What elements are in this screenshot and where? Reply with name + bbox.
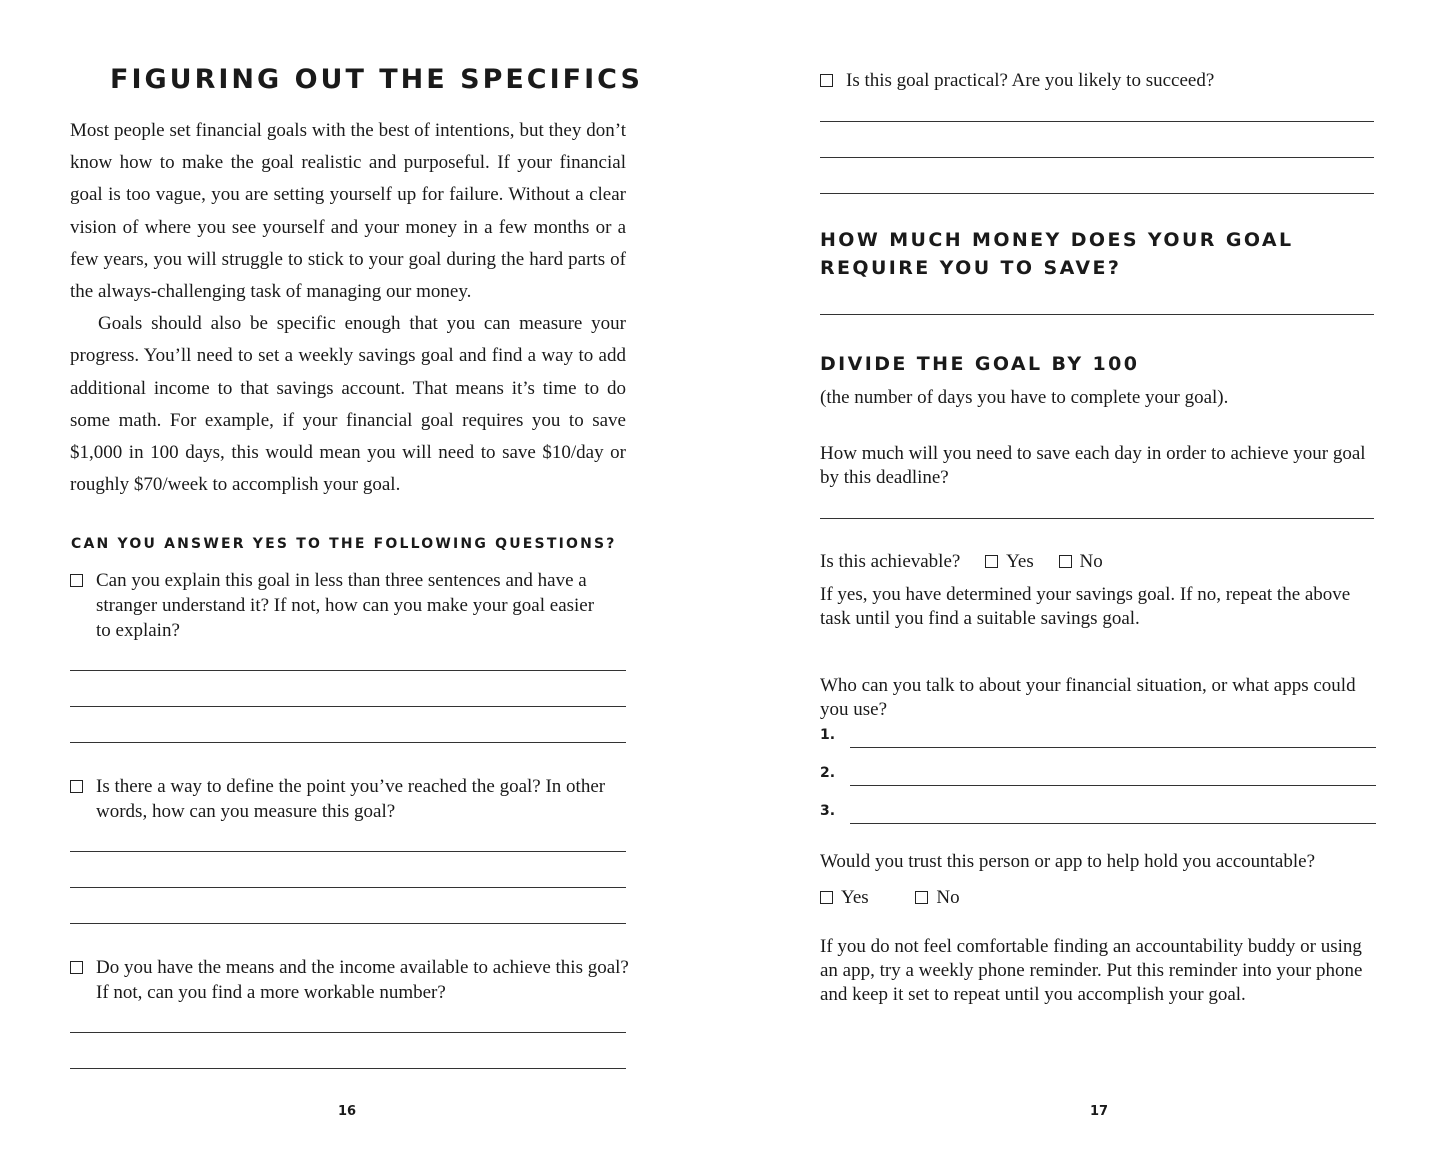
achievable-label: Is this achievable?	[820, 551, 961, 572]
page-title: FIGURING OUT THE SPECIFICS	[110, 64, 643, 95]
answer-line	[820, 157, 1374, 158]
answer-line	[70, 1032, 626, 1033]
closing-paragraph: If you do not feel comfortable finding an accountability buddy or using an app, try a weekly phone reminder. Put this reminder into your phone and keep it set to repeat until you accomplish your goal.	[820, 936, 1363, 1005]
intro-text	[70, 115, 626, 501]
question-4	[820, 68, 1376, 93]
no-label: No	[936, 887, 960, 908]
question-text: Is there a way to define the point you’ve reached the goal? In other words, how can you measure this goal?	[96, 776, 606, 822]
answer-line	[70, 887, 626, 888]
answer-line	[70, 923, 626, 924]
checkbox[interactable]	[70, 780, 83, 793]
checkbox[interactable]	[820, 891, 833, 904]
checkbox[interactable]	[915, 891, 928, 904]
yes-label: Yes	[1006, 551, 1034, 572]
yes-label: Yes	[841, 887, 869, 908]
checkbox[interactable]	[820, 74, 833, 87]
numbered-line-3	[820, 803, 1376, 827]
answer-line	[820, 518, 1374, 519]
trust-question: Would you trust this person or app to help hold you accountable?	[820, 851, 1316, 872]
page-number: 17	[1090, 1104, 1109, 1119]
answer-line	[70, 706, 626, 707]
achievable-followup: If yes, you have determined your savings goal. If no, repeat the above task until you find a suitable savings goal.	[820, 584, 1351, 629]
question-text: Is this goal practical? Are you likely to succeed?	[846, 70, 1215, 91]
checkbox[interactable]	[70, 574, 83, 587]
intro-paragraph-2: Goals should also be specific enough that you can measure your progress. You’ll need to set a weekly savings goal and find a way to add additional income to that savings account. That means it’s time to do some math. For example, if your financial goal requires you to save $1,000 in 100 days, this would mean you will need to save $10/day or roughly $70/week to accomplish your goal.	[70, 313, 626, 496]
daily-savings-question: How much will you need to save each day in order to achieve your goal by this deadline?	[820, 443, 1366, 488]
question-2	[70, 774, 610, 824]
right-page	[722, 0, 1445, 1155]
question-text: Do you have the means and the income available to achieve this goal? If not, can you find a more workable number?	[96, 957, 629, 1003]
trust-no-option[interactable]	[915, 886, 959, 910]
answer-line	[70, 742, 626, 743]
answer-line	[820, 121, 1374, 122]
answer-line	[820, 193, 1374, 194]
line-number: 1.	[820, 727, 836, 743]
divide-note: (the number of days you have to complete your goal).	[820, 387, 1229, 408]
line-number: 2.	[820, 765, 836, 781]
savings-amount-heading: HOW MUCH MONEY DOES YOUR GOAL REQUIRE YOU TO SAVE?	[820, 229, 1294, 279]
page-number: 16	[338, 1104, 357, 1119]
answer-line	[850, 785, 1376, 786]
answer-line	[850, 747, 1376, 748]
answer-line	[70, 670, 626, 671]
checkbox[interactable]	[70, 961, 83, 974]
talk-question: Who can you talk to about your financial situation, or what apps could you use?	[820, 675, 1356, 720]
achievable-yes-option[interactable]	[985, 550, 1034, 574]
answer-line	[70, 851, 626, 852]
numbered-line-2	[820, 765, 1376, 789]
checkbox[interactable]	[985, 555, 998, 568]
question-1	[70, 568, 600, 643]
no-label: No	[1079, 551, 1103, 572]
achievable-row	[820, 550, 1376, 574]
answer-line	[850, 823, 1376, 824]
line-number: 3.	[820, 803, 836, 819]
trust-yes-option[interactable]	[820, 886, 869, 910]
achievable-no-option[interactable]	[1059, 550, 1103, 574]
answer-line	[70, 1068, 626, 1069]
intro-paragraph-1: Most people set financial goals with the best of intentions, but they don’t know how to make the goal realistic and purposeful. If your financial goal is too vague, you are setting yourself up for failure. Without a clear vision of where you see yourself and your money in a few months or a few years, you will struggle to stick to your goal during the hard parts of the always-challenging task of managing our money.	[70, 120, 626, 303]
checkbox[interactable]	[1059, 555, 1072, 568]
trust-options	[820, 886, 1120, 910]
left-page	[0, 0, 722, 1155]
answer-line	[820, 314, 1374, 315]
questions-heading: CAN YOU ANSWER YES TO THE FOLLOWING QUESTIONS?	[71, 536, 617, 552]
question-text: Can you explain this goal in less than three sentences and have a stranger understand it? If not, how can you make your goal easier to explain?	[96, 570, 595, 641]
numbered-line-1	[820, 727, 1376, 751]
divide-goal-heading: DIVIDE THE GOAL BY 100	[820, 353, 1140, 375]
question-3	[70, 955, 630, 1005]
